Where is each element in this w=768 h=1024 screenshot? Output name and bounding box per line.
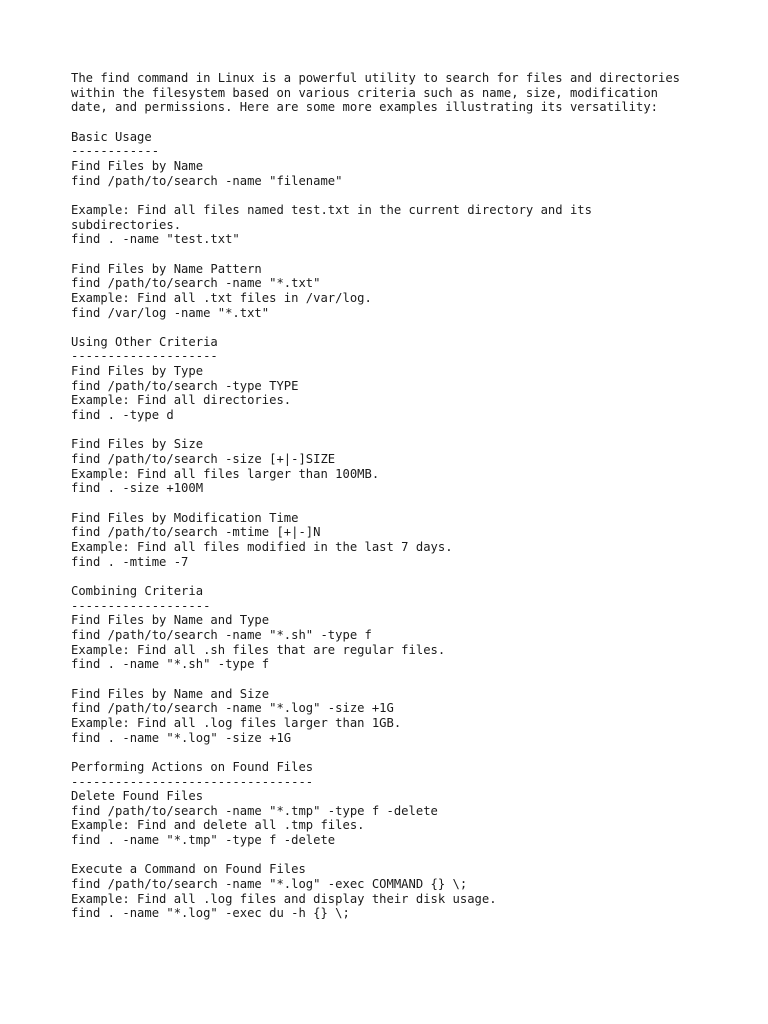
example-line: Example: Find all .sh files that are regular files. [71,642,446,657]
text-line: Find Files by Name and Type [71,613,270,628]
document-body [71,71,711,921]
blank-line [71,496,711,511]
heading-underline: -------------------- [71,349,218,364]
blank-line [71,848,711,863]
text-line: Find Files by Name Pattern [71,261,262,276]
command-line: find /var/log -name "*.txt" [71,305,270,320]
text-line: Execute a Command on Found Files [71,862,306,877]
blank-line [71,745,711,760]
command-line: find . -name "test.txt" [71,232,240,247]
command-line: find /path/to/search -type TYPE [71,378,299,393]
text-line: Combining Criteria [71,583,204,598]
text-line: Basic Usage [71,129,152,144]
command-line: find . -type d [71,408,174,423]
example-line: Example: Find and delete all .tmp files. [71,818,365,833]
example-line: Example: Find all files named test.txt in the current directory and its [71,202,592,217]
command-line: find . -name "*.log" -exec du -h {} \; [71,906,350,921]
text-line: The find command in Linux is a powerful utility to search for files and directories [71,71,681,85]
example-line: Example: Find all files modified in the last 7 days. [71,540,453,554]
command-line: find /path/to/search -name "*.sh" -type f [71,627,372,642]
heading-underline: ------------ [71,144,160,159]
text-line: date, and permissions. Here are some more examples illustrating its versatility: [71,100,658,115]
command-line: find /path/to/search -size [+|-]SIZE [71,452,336,467]
command-line: find . -name "*.sh" -type f [71,657,270,672]
text-line: within the filesystem based on various criteria such as name, size, modification [71,85,658,100]
command-line: find /path/to/search -name "*.tmp" -type f -delete [71,803,438,818]
command-line: find . -mtime -7 [71,554,189,569]
text-line: Delete Found Files [71,789,204,804]
command-line: find /path/to/search -mtime [+|-]N [71,525,321,540]
text-line: Performing Actions on Found Files [71,759,314,774]
blank-line [71,188,711,203]
command-line: find /path/to/search -name "*.txt" [71,276,321,291]
text-line: Find Files by Name [71,158,204,173]
example-line: Example: Find all directories. [71,393,292,408]
text-line: Using Other Criteria [71,334,218,349]
command-line: find /path/to/search -name "filename" [71,173,343,188]
command-line: find /path/to/search -name "*.log" -size +1G [71,701,394,716]
text-line: Find Files by Modification Time [71,510,299,525]
blank-line [71,247,711,262]
command-line: find /path/to/search -name "*.log" -exec COMMAND {} \; [71,877,468,892]
example-line: Example: Find all .log files and display their disk usage. [71,891,497,906]
text-line: Find Files by Type [71,364,204,379]
example-line: Example: Find all .txt files in /var/log. [71,290,372,305]
text-line: Find Files by Size [71,437,204,452]
blank-line [71,320,711,335]
blank-line [71,569,711,584]
text-line: subdirectories. [71,217,182,232]
blank-line [71,115,711,130]
blank-line [71,672,711,687]
example-line: Example: Find all files larger than 100MB. [71,466,380,481]
command-line: find . -name "*.tmp" -type f -delete [71,833,336,848]
example-line: Example: Find all .log files larger than 1GB. [71,715,402,730]
command-line: find . -name "*.log" -size +1G [71,730,292,745]
command-line: find . -size +100M [71,481,204,496]
blank-line [71,423,711,438]
heading-underline: --------------------------------- [71,774,314,789]
text-line: Find Files by Name and Size [71,686,270,701]
heading-underline: ------------------- [71,598,211,613]
